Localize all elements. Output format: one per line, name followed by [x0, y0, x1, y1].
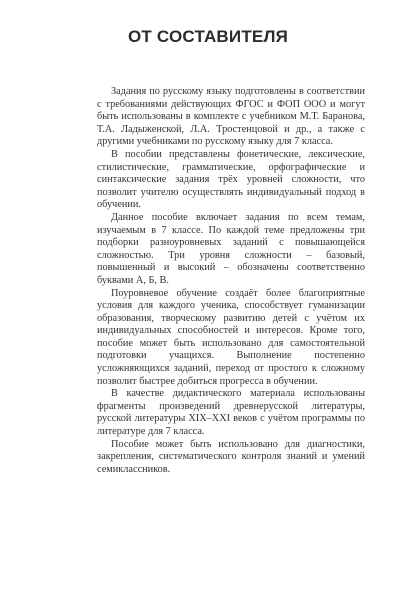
paragraph: В качестве дидактического материала использованы фрагменты произведений древнерусской литературы, русской литературы XIX–XXI веков с учётом программы по литературе для 7 класса. — [97, 388, 365, 438]
paragraph: В пособии представлены фонетические, лексические, стилистические, грамматические, орфографические и синтаксические задания трёх уровней сложности, что позволит учителю осуществлять индивидуальный подход в обучении. — [97, 148, 365, 211]
paragraph: Поуровневое обучение создаёт более благоприятные условия для каждого ученика, способствует гуманизации образования, творческому развитию детей с учётом их индивидуальных способностей и интересов. Кроме того, пособие может быть использовано для самостоятельной подготовки учащихся. Выполнение постепенно усложняющихся заданий, переход от простого к сложному позволит быстрее добиться прогресса в обучении. — [97, 287, 365, 387]
paragraph: Задания по русскому языку подготовлены в соответствии с требованиями действующих ФГОС и ФОП ООО и могут быть использованы в комплекте с учебником М.Т. Баранова, Т.А. Ладыженской, Л.А. Тростенцовой и др., а также с другими учебниками по русскому языку для 7 класса. — [97, 86, 365, 148]
page-title: ОТ СОСТАВИТЕЛЯ — [127, 27, 289, 46]
paragraph: Пособие может быть использовано для диагностики, закрепления, систематического контроля знаний и умений семиклассников. — [97, 438, 365, 475]
body-text — [97, 86, 365, 476]
paragraph: Данное пособие включает задания по всем темам, изучаемым в 7 классе. По каждой теме предложены три подборки разноуровневых заданий с повышающейся сложностью. Три уровня сложности – базовый, повышенный и высокий – обозначены соответственно буквами А, Б, В. — [97, 211, 365, 286]
